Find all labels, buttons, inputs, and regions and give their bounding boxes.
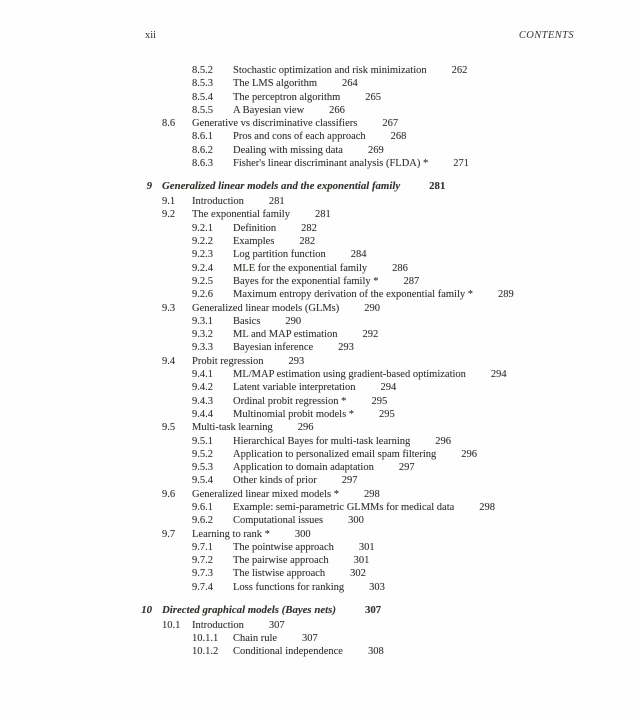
toc-entry-number: 9.3.3 <box>192 342 213 354</box>
toc-entry-number: 8.5.2 <box>192 65 213 76</box>
toc-entry-title: Generalized linear models (GLMs) <box>192 302 340 314</box>
toc-entry-page: 296 <box>297 422 314 434</box>
toc-entry-title: The pointwise approach <box>233 541 334 553</box>
toc-entry-title: Introduction <box>192 619 244 631</box>
toc-entry-number: 9.5.4 <box>192 475 213 487</box>
toc-entry-number: 10.1.1 <box>192 633 219 645</box>
toc-entry-title: The pairwise approach <box>233 555 329 567</box>
toc-entry-page: 281 <box>314 209 331 221</box>
toc-entry-title: MLE for the exponential family <box>233 262 368 274</box>
toc-entry-number: 9.4 <box>162 355 176 367</box>
toc-entry-section <box>0 619 640 632</box>
toc-entry-page: 287 <box>403 275 420 287</box>
toc-entry-title: Pros and cons of each approach <box>233 131 366 143</box>
toc-entry-page: 297 <box>398 462 415 474</box>
toc-entry-number: 9.7.4 <box>192 581 213 593</box>
toc-entry-subsection <box>0 448 640 461</box>
toc-entry-subsection <box>0 554 640 567</box>
toc-entry-number: 9 <box>146 180 152 193</box>
toc-entry-page: 265 <box>365 91 382 103</box>
toc-entry-title: The LMS algorithm <box>233 78 317 90</box>
toc-entry-number: 9.4.3 <box>192 395 213 407</box>
toc-entry-number: 9.7.1 <box>192 541 213 553</box>
toc-entry-page: 307 <box>268 619 285 631</box>
toc-entry-chapter <box>0 180 640 193</box>
toc-entry-subsection <box>0 395 640 408</box>
toc-entry-page: 262 <box>451 65 468 76</box>
toc-entry-page: 295 <box>371 395 388 407</box>
toc-entry-page: 293 <box>288 355 305 367</box>
toc-entry-title: Computational issues <box>233 515 324 527</box>
toc-entry-page: 296 <box>461 448 477 460</box>
toc-entry-number: 9.3.2 <box>192 329 213 341</box>
toc-entry-subsection <box>0 222 640 235</box>
toc-entry-subsection <box>0 328 640 341</box>
toc-entry-title: Chain rule <box>233 633 278 645</box>
toc-entry-page: 297 <box>341 475 358 487</box>
toc-entry-number: 8.5.5 <box>192 104 213 116</box>
toc-entry-number: 8.6.1 <box>192 131 213 143</box>
toc-entry-subsection <box>0 474 640 487</box>
page-header <box>145 30 574 42</box>
toc-entry-number: 9.2.2 <box>192 236 213 248</box>
toc-entry-number: 9.2 <box>162 209 176 221</box>
toc-entry-number: 10 <box>141 604 152 617</box>
toc-entry-subsection <box>0 501 640 514</box>
toc-entry-section <box>0 488 640 501</box>
toc-entry-title: Conditional independence <box>233 646 343 658</box>
toc-entry-title: Learning to rank * <box>192 528 270 540</box>
toc-entry-page: 294 <box>490 369 507 381</box>
toc-entry-page: 301 <box>353 555 370 567</box>
toc-entry-number: 8.6.3 <box>192 158 213 170</box>
toc-entry-title: A Bayesian view <box>233 104 305 116</box>
toc-entry-subsection <box>0 144 640 157</box>
toc-entry-title: Multi-task learning <box>192 422 273 434</box>
toc-entry-subsection <box>0 435 640 448</box>
toc-entry-section <box>0 302 640 315</box>
toc-entry-subsection <box>0 581 640 594</box>
toc-entry-subsection <box>0 104 640 117</box>
toc-entry-page: 298 <box>363 488 380 500</box>
toc-entry-number: 9.5.2 <box>192 448 213 460</box>
toc-entry-number: 9.3 <box>162 302 176 314</box>
toc-entry-subsection <box>0 632 640 645</box>
toc-entry-subsection <box>0 77 640 90</box>
toc-entry-page: 282 <box>299 236 316 248</box>
toc-entry-title: Latent variable interpretation <box>233 382 356 394</box>
toc-entry-number: 9.2.5 <box>192 275 213 287</box>
toc-entry-title: Bayes for the exponential family * <box>233 275 379 287</box>
toc-entry-number: 9.2.1 <box>192 222 213 234</box>
toc-entry-title: Probit regression <box>192 355 264 367</box>
toc-entry-title: Dealing with missing data <box>233 144 343 156</box>
toc-entry-title: Multinomial probit models * <box>233 408 355 420</box>
toc-entry-title: The exponential family <box>192 209 290 221</box>
toc-entry-subsection <box>0 91 640 104</box>
toc-entry-title: Application to personalized email spam filtering <box>233 448 437 460</box>
toc-entry-title: Ordinal probit regression * <box>233 395 347 407</box>
toc-entry-page: 264 <box>342 78 358 90</box>
toc-entry-page: 290 <box>364 302 380 314</box>
toc-entry-title: Other kinds of prior <box>233 475 317 487</box>
toc-entry-page: 295 <box>379 408 395 420</box>
toc-entry-number: 9.4.1 <box>192 369 213 381</box>
toc-entry-subsection <box>0 275 640 288</box>
toc-entry-title: Definition <box>233 222 277 234</box>
toc-entry-page: 284 <box>350 249 367 261</box>
toc-entry-title: The listwise approach <box>233 568 326 580</box>
toc-entry-number: 9.6.2 <box>192 515 213 527</box>
toc-entry-number: 9.1 <box>162 196 176 208</box>
toc-entry-page: 308 <box>367 646 384 658</box>
toc-entry-number: 9.5.1 <box>192 435 213 447</box>
toc-entry-subsection <box>0 288 640 301</box>
toc-entry-page: 286 <box>392 262 408 274</box>
toc-entry-title: Basics <box>233 315 261 327</box>
toc-entry-title: Generalized linear models and the exponential family <box>162 180 401 193</box>
toc-list <box>0 64 640 659</box>
toc-entry-page: 282 <box>301 222 317 234</box>
toc-entry-number: 9.4.4 <box>192 408 213 420</box>
toc-entry-section <box>0 355 640 368</box>
toc-entry-title: Introduction <box>192 196 244 208</box>
toc-entry-page: 300 <box>294 528 311 540</box>
toc-entry-number: 9.7.3 <box>192 568 213 580</box>
toc-entry-subsection <box>0 461 640 474</box>
toc-entry-number: 10.1.2 <box>192 646 219 658</box>
toc-entry-subsection <box>0 157 640 170</box>
toc-entry-subsection <box>0 130 640 143</box>
toc-entry-subsection <box>0 381 640 394</box>
toc-entry-number: 9.5.3 <box>192 462 213 474</box>
toc-entry-number: 10.1 <box>162 619 181 631</box>
toc-entry-subsection <box>0 514 640 527</box>
toc-entry-title: Fisher's linear discriminant analysis (FLDA) * <box>233 158 429 170</box>
toc-entry-subsection <box>0 235 640 248</box>
toc-entry-subsection <box>0 368 640 381</box>
page-number-label: xii <box>145 30 157 41</box>
toc-entry-page: 301 <box>358 541 375 553</box>
toc-entry-subsection <box>0 408 640 421</box>
toc-entry-title: The perceptron algorithm <box>233 91 341 103</box>
toc-entry-page: 281 <box>268 196 285 208</box>
toc-entry-title: Log partition function <box>233 249 326 261</box>
toc-entry-page: 289 <box>497 289 514 301</box>
toc-entry-subsection <box>0 315 640 328</box>
toc-entry-section <box>0 208 640 221</box>
running-title: CONTENTS <box>518 30 574 41</box>
toc-entry-subsection <box>0 645 640 658</box>
toc-entry-title: Example: semi-parametric GLMMs for medical data <box>233 502 455 513</box>
toc-entry-subsection <box>0 341 640 354</box>
toc-entry-subsection <box>0 64 640 77</box>
toc-entry-title: Directed graphical models (Bayes nets) <box>162 604 336 617</box>
toc-entry-page: 267 <box>382 118 399 130</box>
toc-entry-number: 8.6.2 <box>192 144 213 156</box>
toc-entry-title: Examples <box>233 236 275 248</box>
toc-entry-page: 294 <box>380 382 397 394</box>
toc-entry-number: 9.2.4 <box>192 262 213 274</box>
toc-entry-page: 302 <box>350 568 366 580</box>
toc-entry-title: Hierarchical Bayes for multi-task learning <box>233 435 411 447</box>
toc-entry-section <box>0 117 640 130</box>
toc-entry-title: Bayesian inference <box>233 342 314 354</box>
toc-entry-number: 9.7 <box>162 528 176 540</box>
toc-entry-title: Application to domain adaptation <box>233 462 374 474</box>
toc-entry-page: 307 <box>302 633 318 645</box>
toc-entry-number: 9.2.6 <box>192 289 213 301</box>
toc-entry-subsection <box>0 262 640 275</box>
toc-entry-number: 8.5.3 <box>192 78 213 90</box>
toc-entry-page: 290 <box>285 315 302 327</box>
toc-entry-subsection <box>0 248 640 261</box>
toc-entry-title: ML and MAP estimation <box>233 329 338 341</box>
toc-entry-subsection <box>0 567 640 580</box>
toc-entry-section <box>0 195 640 208</box>
toc-entry-number: 9.7.2 <box>192 555 213 567</box>
toc-entry-section <box>0 528 640 541</box>
toc-entry-title: Maximum entropy derivation of the exponential family * <box>233 289 473 301</box>
toc-entry-page: 298 <box>479 502 496 513</box>
toc-entry-page: 269 <box>367 144 384 156</box>
toc-entry-number: 9.5 <box>162 422 176 434</box>
toc-entry-page: 303 <box>369 581 385 593</box>
toc-entry-chapter <box>0 604 640 617</box>
toc-entry-page: 292 <box>362 329 379 341</box>
toc-entry-number: 9.4.2 <box>192 382 213 394</box>
toc-entry-number: 9.6 <box>162 488 176 500</box>
toc-entry-number: 9.3.1 <box>192 315 213 327</box>
toc-entry-page: 281 <box>429 180 446 193</box>
toc-entry-subsection <box>0 541 640 554</box>
toc-entry-title: Loss functions for ranking <box>233 581 345 593</box>
toc-entry-title: Generalized linear mixed models * <box>192 488 339 500</box>
toc-entry-page: 268 <box>390 131 407 143</box>
toc-entry-page: 266 <box>329 104 345 116</box>
toc-entry-number: 8.5.4 <box>192 91 213 103</box>
toc-entry-page: 293 <box>338 342 354 354</box>
toc-entry-page: 300 <box>348 515 364 527</box>
toc-entry-number: 9.2.3 <box>192 249 213 261</box>
toc-entry-number: 9.6.1 <box>192 502 213 513</box>
toc-entry-number: 8.6 <box>162 118 176 130</box>
toc-entry-title: Generative vs discriminative classifiers <box>192 118 358 130</box>
toc-entry-page: 296 <box>435 435 452 447</box>
toc-entry-title: Stochastic optimization and risk minimization <box>233 65 427 76</box>
toc-entry-section <box>0 421 640 434</box>
toc-entry-page: 271 <box>453 158 469 170</box>
toc-entry-page: 307 <box>364 604 382 617</box>
toc-entry-title: ML/MAP estimation using gradient-based optimization <box>233 369 466 381</box>
